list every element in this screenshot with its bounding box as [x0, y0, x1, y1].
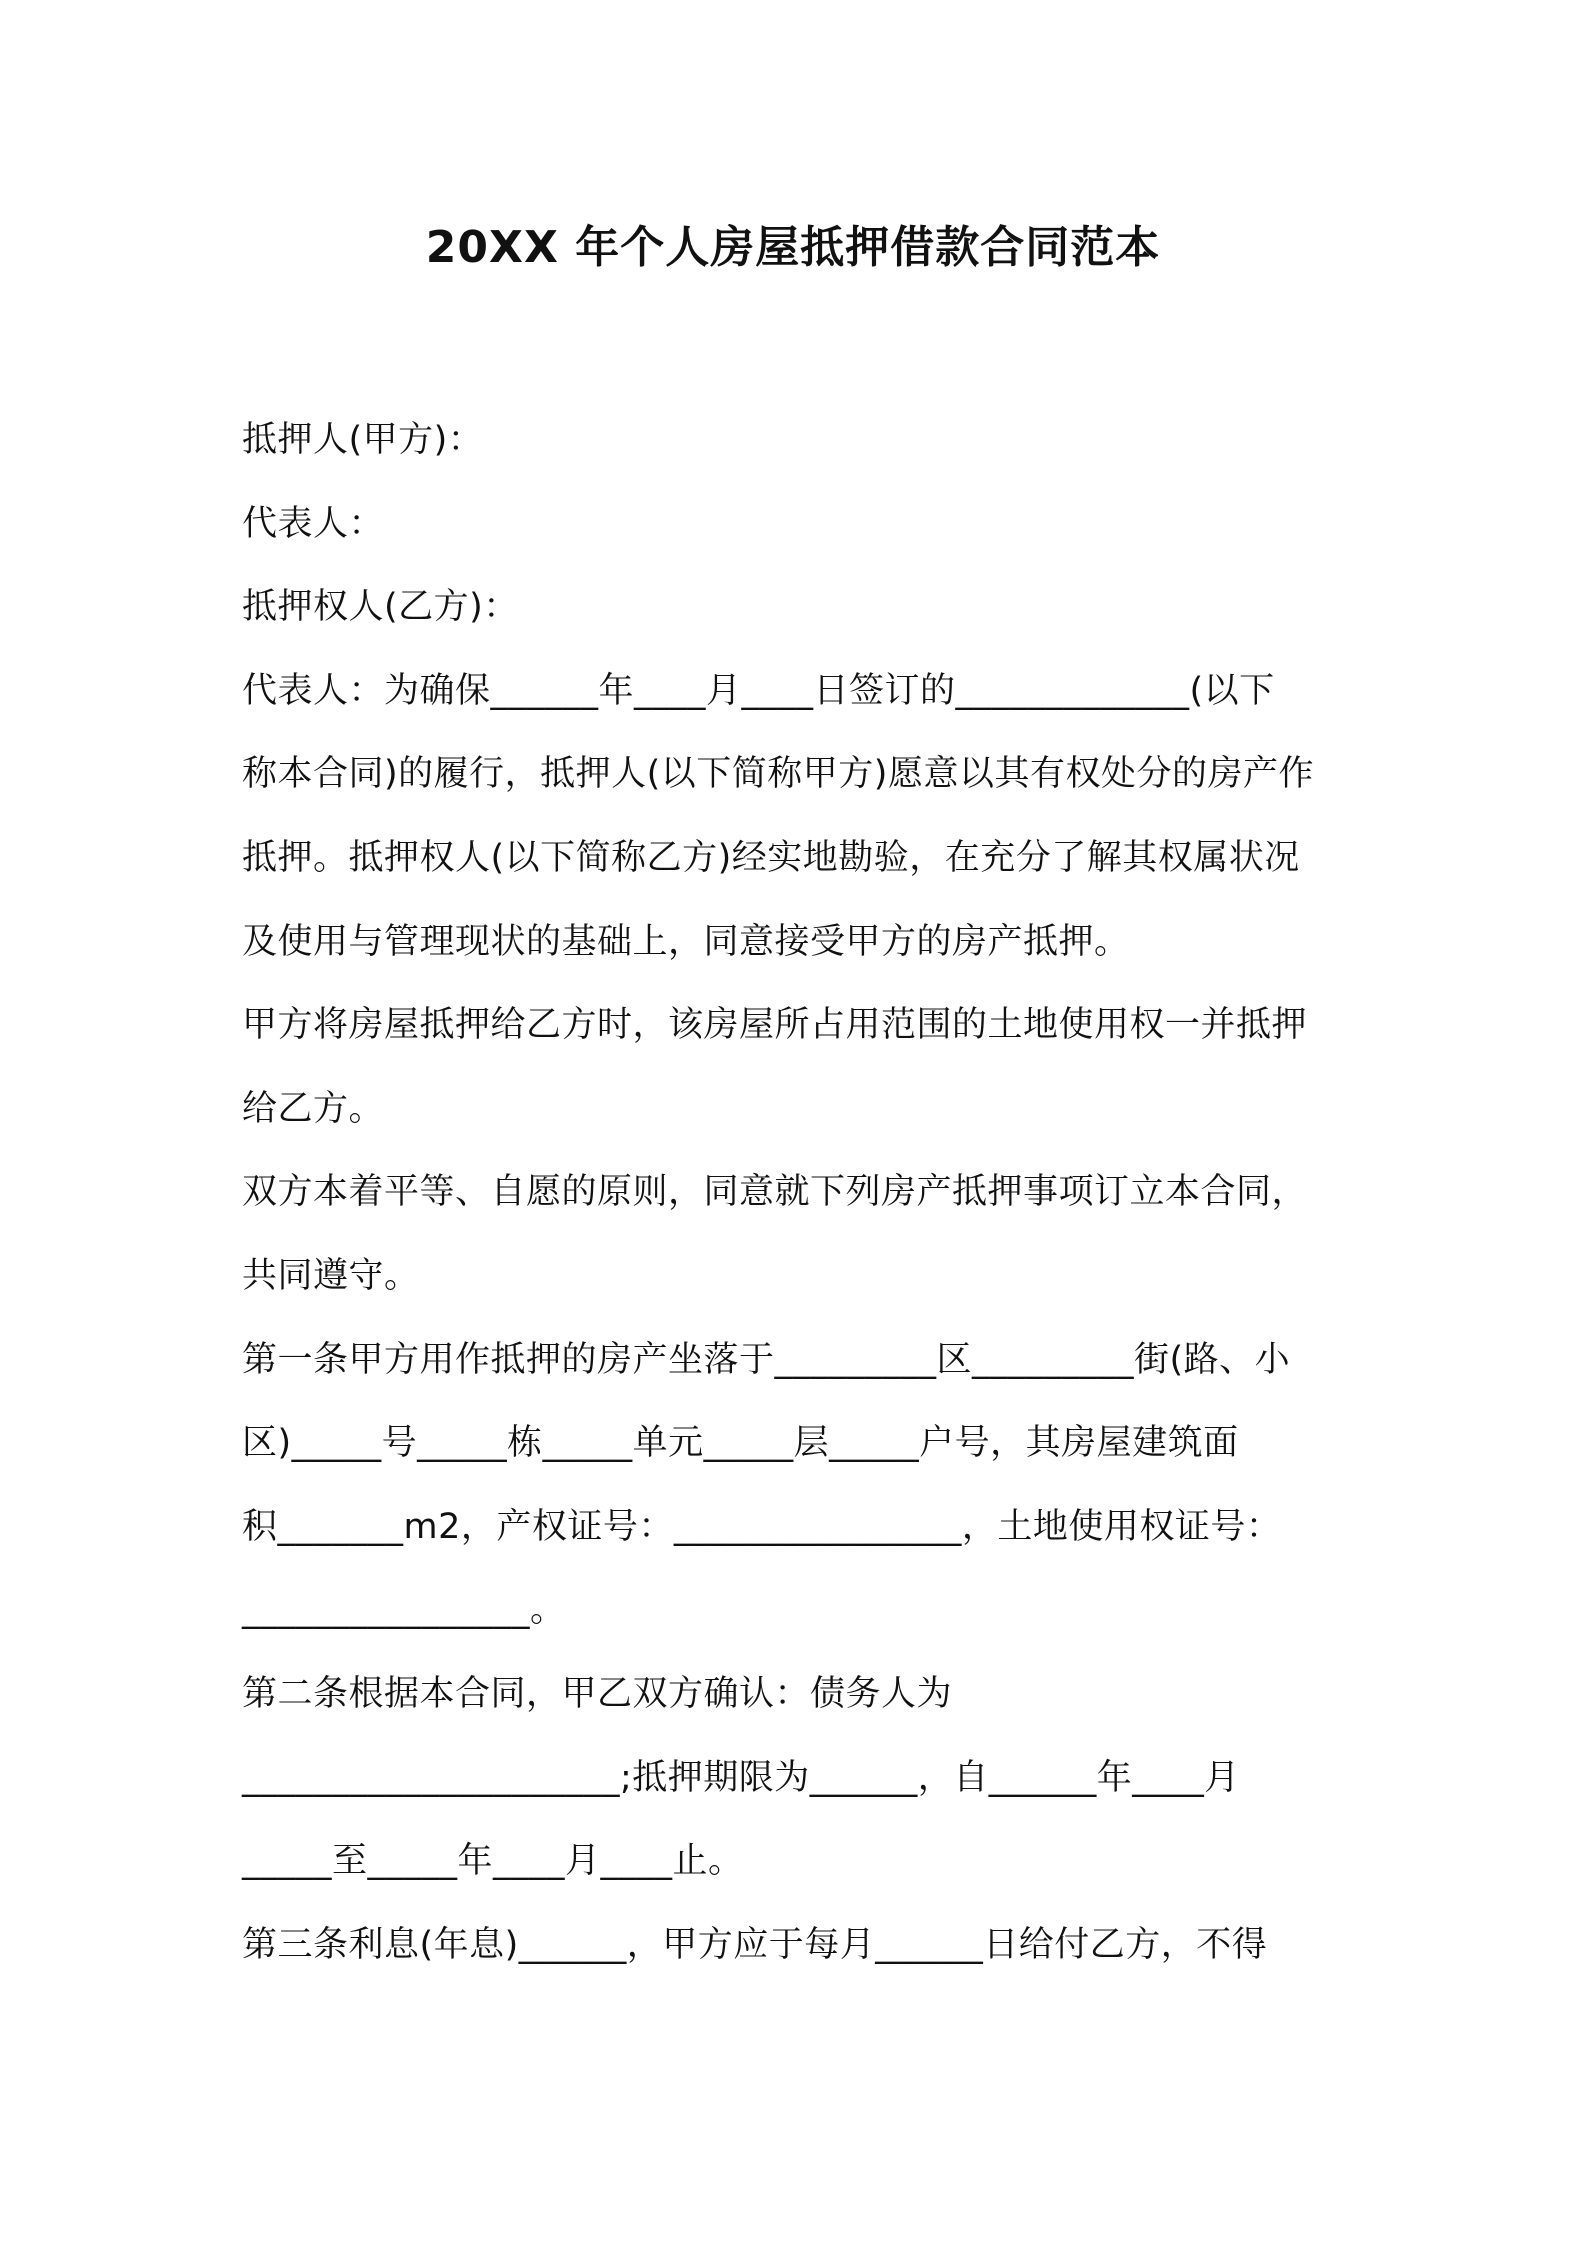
text-line: 称本合同)的履行，抵押人(以下简称甲方)愿意以其有权处分的房产作 [242, 754, 1314, 795]
text-line: _____________________;抵押期限为______，自______年____月 [242, 1757, 1240, 1798]
text-line: 第一条甲方用作抵押的房产坐落于_________区_________街(路、小 [242, 1339, 1291, 1380]
text-line: _____至_____年____月____止。 [242, 1841, 744, 1882]
text-line: 给乙方。 [242, 1088, 385, 1129]
text-line: 甲方将房屋抵押给乙方时，该房屋所占用范围的土地使用权一并抵押 [242, 1005, 1308, 1046]
text-line: 双方本着平等、自愿的原则，同意就下列房产抵押事项订立本合同， [242, 1172, 1308, 1213]
text-line: 代表人：为确保______年____月____日签订的_____________(以下 [242, 670, 1275, 711]
text-line: 抵押权人(乙方)： [242, 587, 519, 628]
text-line: 及使用与管理现状的基础上，同意接受甲方的房产抵押。 [242, 921, 1130, 962]
text-line: 第二条根据本合同，甲乙双方确认：债务人为 [242, 1673, 953, 1714]
text-line: 代表人： [242, 503, 385, 544]
text-line: 抵押人(甲方)： [242, 420, 484, 460]
text-line: 抵押。抵押权人(以下简称乙方)经实地勘验，在充分了解其权属状况 [242, 837, 1300, 878]
document-body [242, 410, 1354, 1998]
text-line: ________________。 [242, 1590, 566, 1631]
text-line: 第三条利息(年息)______，甲方应于每月______日给付乙方，不得 [242, 1924, 1268, 1965]
text-line: 共同遵守。 [242, 1255, 420, 1296]
text-line: 积_______m2，产权证号：________________，土地使用权证号： [242, 1506, 1282, 1547]
text-line: 区)_____号_____栋_____单元_____层_____户号，其房屋建筑面 [242, 1423, 1239, 1464]
document-title: 20XX 年个人房屋抵押借款合同范本 [425, 222, 1161, 273]
